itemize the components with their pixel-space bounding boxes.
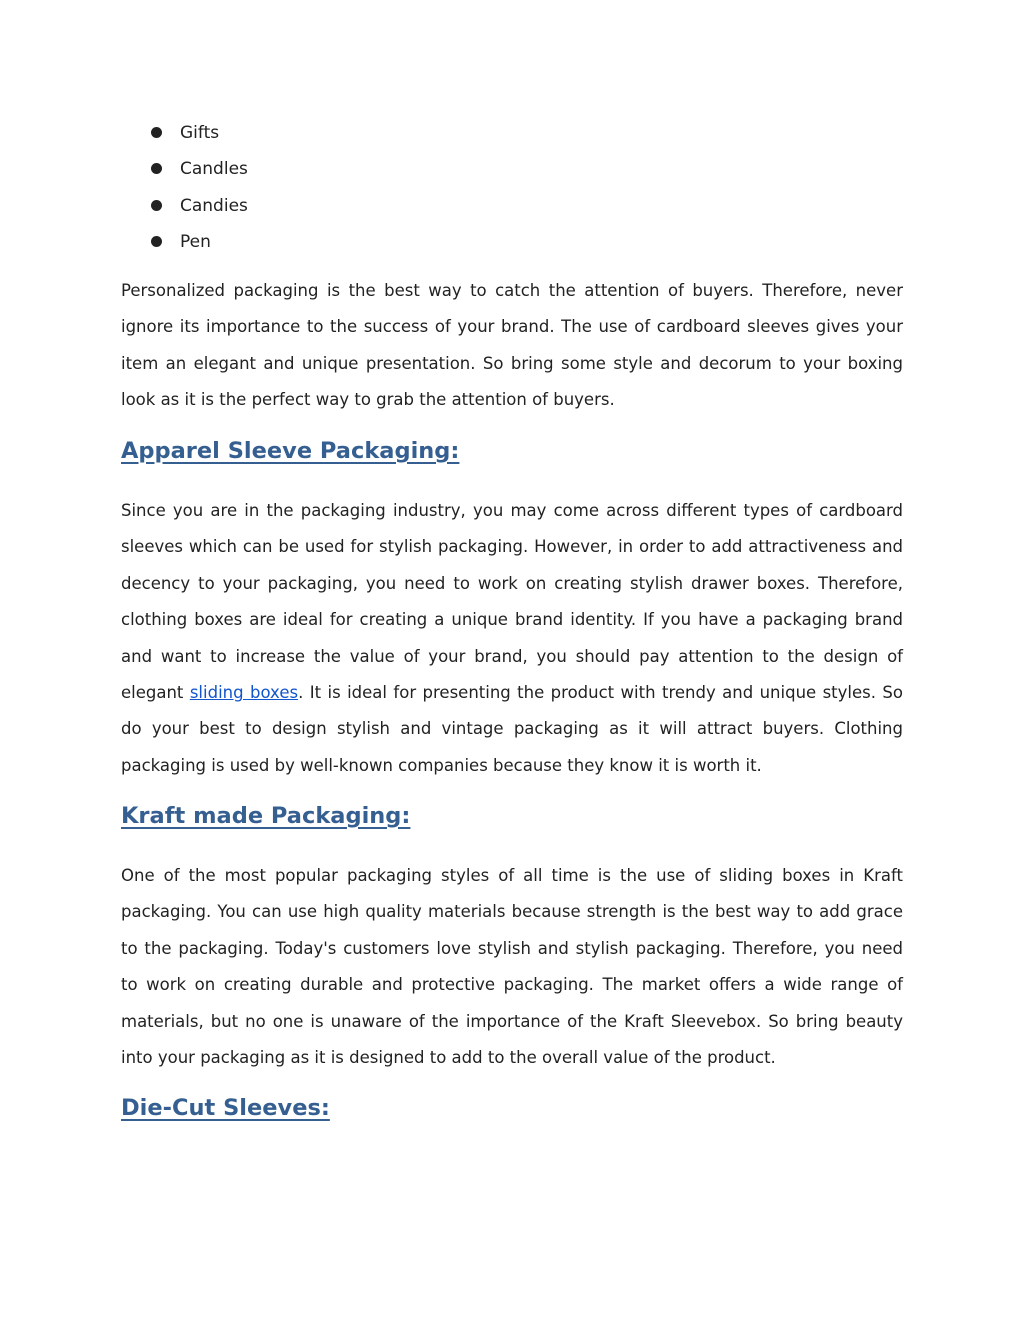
kraft-paragraph: One of the most popular packaging styles of all time is the use of sliding boxes in Kraft packaging. You can use high quality materials because strength is the best way to add grace to the packaging. Today's customers love stylish and stylish packaging. Therefore, you need to work on creating durable and protective packaging. The market offers a wide range of materials, but no one is unaware of the importance of the Kraft Sleevebox. So bring beauty into your packaging as it is designed to add to the overall value of the product. [121,866,903,1068]
list-item [151,118,248,154]
bullet-icon [151,127,162,138]
list-item [151,191,248,227]
apparel-paragraph [121,493,903,784]
list-item-label: Pen [180,232,211,253]
section-heading-die-cut: Die-Cut Sleeves: [121,1095,330,1121]
sliding-boxes-link[interactable]: sliding boxes [189,683,299,703]
bullet-icon [151,163,162,174]
bullet-icon [151,236,162,247]
list-item-label: Candles [180,159,248,180]
list-item-label: Candies [180,195,248,216]
paragraph-text: Since you are in the packaging industry, you may come across different types of cardboard sleeves which can be used for stylish packaging. However, in order to add attractiveness and decency to your packaging, you need to work on creating stylish drawer boxes. Therefore, clothing boxes are ideal for creating a unique brand identity. If you have a packaging brand and want to increase the value of your brand, you should pay attention to the design of elegant [121,501,903,703]
list-item [151,154,248,190]
section-heading-kraft: Kraft made Packaging: [121,803,411,829]
list-item-label: Gifts [180,123,220,143]
bullet-icon [151,200,162,211]
section-heading-apparel: Apparel Sleeve Packaging: [121,438,460,464]
list-item [151,227,248,263]
paragraph-text: . It is ideal for presenting the product with trendy and unique styles. So do your best to design stylish and vintage packaging as it will attract buyers. Clothing packaging is used by well-known companies because they know it is worth it. [121,683,903,775]
bullet-list [151,118,248,264]
intro-paragraph: Personalized packaging is the best way to catch the attention of buyers. Therefore, never ignore its importance to the success of your brand. The use of cardboard sleeves gives your item an elegant and unique presentation. So bring some style and decorum to your boxing look as it is the perfect way to grab the attention of buyers. [121,281,903,410]
